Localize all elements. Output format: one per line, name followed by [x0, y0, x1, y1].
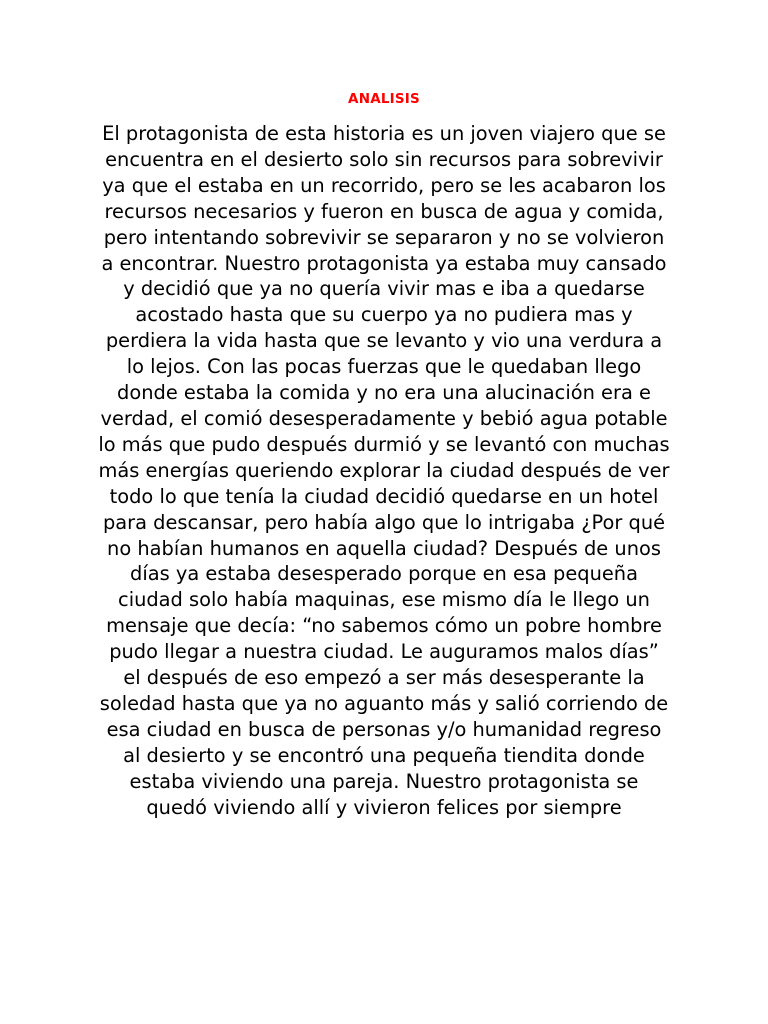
document-title: ANALISIS — [348, 91, 420, 107]
document-body-paragraph: El protagonista de esta historia es un joven viajero que se encuentra en el desierto solo sin recursos para sobrevivir ya que el estaba en un recorrido, pero se les acabaron los recursos necesarios y fueron en busca de agua y comida, pero intentando sobrevivir se separaron y no se volvieron a encontrar. Nuestro protagonista ya estaba muy cansado y decidió que ya no quería vivir mas e iba a quedarse acostado hasta que su cuerpo ya no pudiera mas y perdiera la vida hasta que se levanto y vio una verdura a lo lejos. Con las pocas fuerzas que le quedaban llego donde estaba la comida y no era una alucinación era e verdad, el comió desesperadamente y bebió agua potable lo más que pudo después durmió y se levantó con muchas más energías queriendo explorar la ciudad después de ver todo lo que tenía la ciudad decidió quedarse en un hotel para descansar, pero había algo que lo intrigaba ¿Por qué no habían humanos en aquella ciudad? Después de unos días ya estaba desesperado porque en esa pequeña ciudad solo había maquinas, ese mismo día le llego un mensaje que decía: “no sabemos cómo un pobre hombre pudo llegar a nuestra ciudad. Le auguramos malos días” el después de eso empezó a ser más desesperante la soledad hasta que ya no aguanto más y salió corriendo de esa ciudad en busca de personas y/o humanidad regreso al desierto y se encontró una pequeña tiendita donde estaba viviendo una pareja. Nuestro protagonista se quedó viviendo allí y vivieron felices por siempre — [98, 122, 670, 819]
